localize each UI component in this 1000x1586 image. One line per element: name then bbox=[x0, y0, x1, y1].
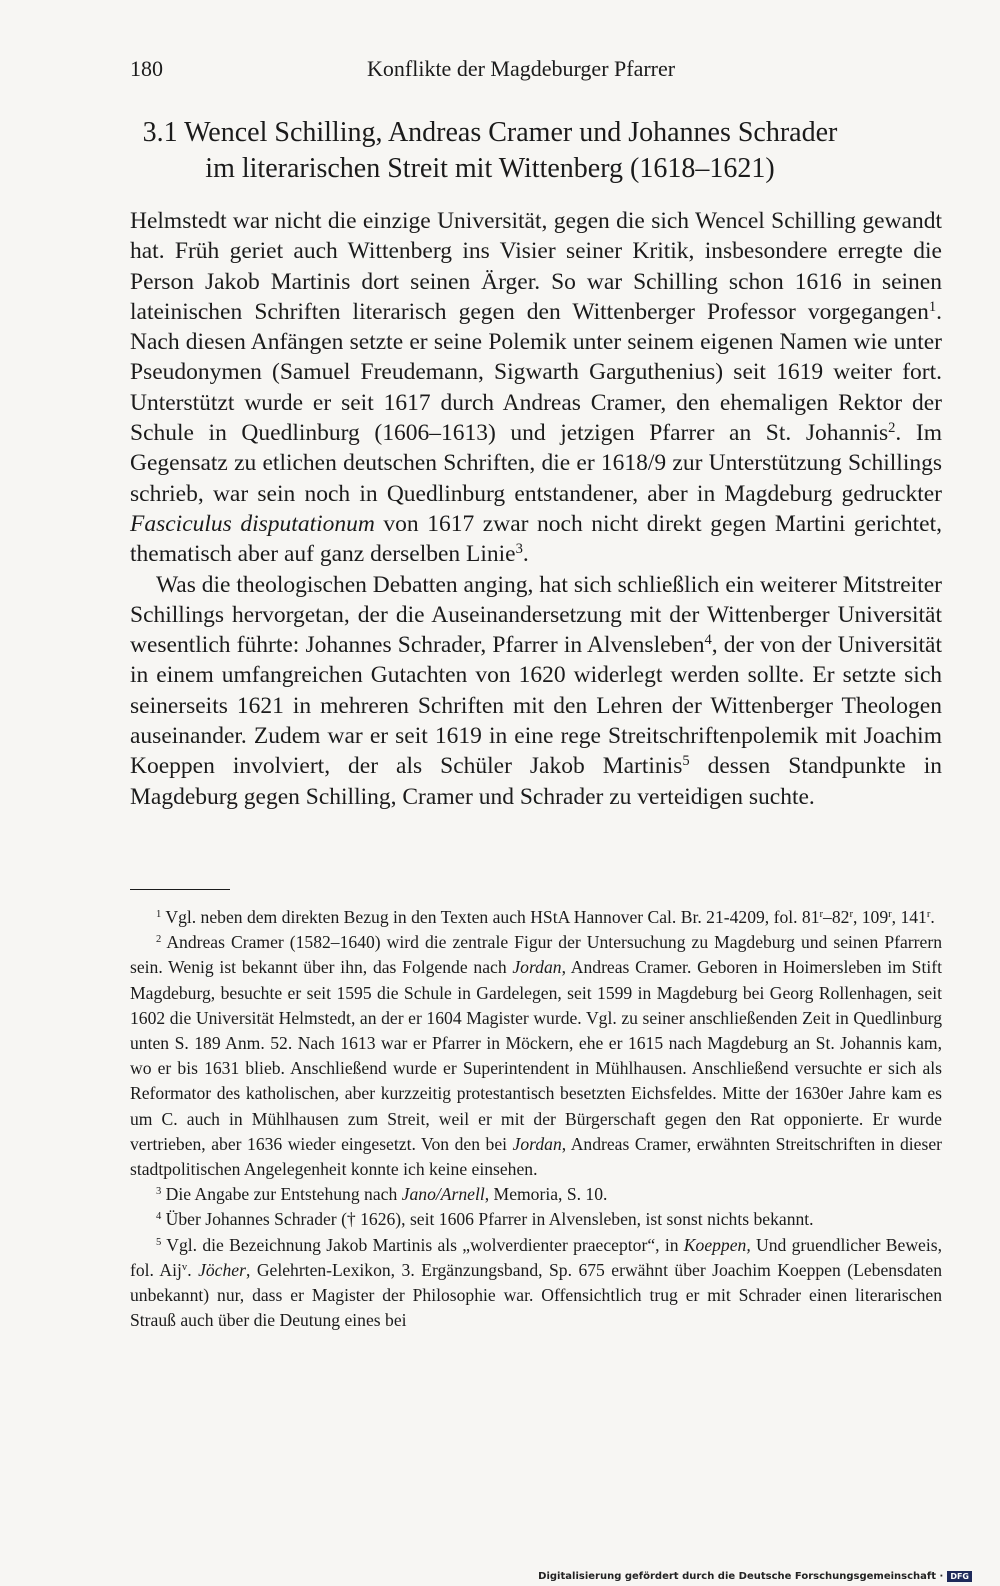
text-run: , 141 bbox=[891, 907, 927, 927]
recto-mark: r bbox=[926, 909, 931, 921]
italic-author: Jordan bbox=[512, 1133, 562, 1154]
running-head: Konflikte der Magdeburger Pfarrer bbox=[367, 56, 676, 81]
footnote-ref-5: 5 bbox=[682, 753, 690, 770]
recto-mark: r bbox=[819, 909, 824, 921]
chapter-heading-line-2: im literarischen Streit mit Wittenberg (1618–1621) bbox=[205, 153, 775, 184]
text-run: , Memoria, S. 10. bbox=[484, 1184, 608, 1205]
text-run: . Nach diesen Anfängen setzte er seine Polemik unter seinem eigenen Namen wie unter Pseudonymen (Samuel Freudemann, Sigwarth Garguthenius) seit 1619 weiter fort. Unterstützt wurde er seit 1617 durch Andreas Cramer, den ehemaligen Rektor der Schule in Quedlinburg (1606–1613) und jetzigen Pfarrer an St. Johannis bbox=[130, 298, 942, 447]
footnote-ref-3: 3 bbox=[515, 541, 523, 558]
text-run: Vgl. neben dem direkten Bezug in den Texten auch HStA Hannover Cal. Br. 21-4209, fol. 81 bbox=[161, 907, 820, 927]
footnote-3 bbox=[130, 1182, 942, 1207]
italic-author: Koeppen, bbox=[683, 1234, 751, 1255]
text-run: –82 bbox=[823, 907, 850, 927]
chapter-heading bbox=[140, 115, 840, 187]
text-run: , Andreas Cramer, erwähnten Streitschriften in dieser stadtpolitischen Angelegenheit konnte ich keine einsehen. bbox=[130, 1133, 942, 1180]
italic-title: Fasciculus disputationum bbox=[130, 510, 375, 537]
footnote-ref-2: 2 bbox=[888, 420, 896, 437]
dfg-logo: DFG bbox=[947, 1571, 972, 1582]
footnote-ref-1: 1 bbox=[928, 298, 937, 315]
footnote-number: 1 bbox=[156, 909, 162, 921]
page-number: 180 bbox=[130, 56, 163, 81]
text-run: Andreas Cramer (1582–1640) wird die zentrale Figur der Untersuchung zu Magdeburg und seinen Pfarrern sein. Wenig ist bekannt über ihn, das Folgende nach bbox=[130, 932, 942, 978]
text-run: . bbox=[522, 541, 529, 568]
text-run: , 109 bbox=[852, 907, 889, 927]
footnote-number: 5 bbox=[156, 1236, 162, 1248]
text-run: dessen Standpunkte in Magdeburg gegen Schilling, Cramer und Schrader zu verteidigen suchte. bbox=[130, 753, 942, 810]
italic-author: Jano/Arnell bbox=[401, 1184, 485, 1205]
text-run: von 1617 zwar noch nicht direkt gegen Martini gerichtet, thematisch aber auf ganz derselben Linie bbox=[130, 510, 942, 568]
footnote-1 bbox=[130, 905, 942, 930]
text-run: . bbox=[930, 907, 935, 927]
footnote-2 bbox=[130, 930, 942, 1182]
italic-author: Jordan bbox=[512, 957, 562, 978]
footnote-number: 2 bbox=[156, 934, 162, 946]
footnote-5 bbox=[130, 1233, 942, 1334]
text-run: . Im Gegensatz zu etlichen deutschen Schriften, die er 1618/9 zur Unterstützung Schillings schrieb, war sein noch in Quedlinburg entstandener, aber in Magdeburg gedruckter bbox=[130, 420, 942, 507]
text-run: Über Johannes Schrader († 1626), seit 1606 Pfarrer in Alvensleben, ist sonst nichts bekannt. bbox=[161, 1209, 814, 1230]
verso-mark: v bbox=[181, 1262, 188, 1274]
footnote-ref-4: 4 bbox=[704, 632, 712, 649]
text-run: Und gruendlicher Beweis, fol. Aij bbox=[130, 1234, 943, 1280]
credit-text: Digitalisierung gefördert durch die Deutsche Forschungsgemeinschaft · bbox=[538, 1571, 944, 1582]
text-run: Was die theologischen Debatten anging, hat sich schließlich ein weiterer Mitstreiter Schillings hervorgetan, der die Auseinandersetzung mit der Wittenberger Universität wesentlich führte: Johannes Schrader, Pfarrer in Alvensleben bbox=[130, 571, 942, 659]
text-run: , Andreas Cramer. Geboren in Hoimersleben im Stift Magdeburg, besuchte er seit 1595 die Schule in Gardelegen, seit 1599 in Magdeburg bei Georg Rollenhagen, seit 1602 die Universität Helmstedt, an der er 1604 Magister wurde. Vgl. zu seiner anschließenden Zeit in Quedlinburg unten S. 189 Anm. 52. Nach 1613 war er Pfarrer in Möckern, ehe er 1615 nach Magdeburg an St. Johannis kam, wo er bis 1631 blieb. Anschließend wurde er Superintendent in Mühlhausen. Anschließend versuchte er sich als Reformator des katholischen, aber kurzzeitig protestantisch besetzten Eichsfeldes. Mitte der 1630er Jahre kam es um C. auch in Mühlhausen zum Streit, weil er mit der Bürgerschaft gegen den Rat opponierte. Er wurde vertrieben, aber 1636 wieder eingesetzt. Von den bei bbox=[130, 957, 942, 1154]
footnote-number: 4 bbox=[156, 1211, 162, 1223]
recto-mark: r bbox=[849, 909, 853, 921]
paragraph-2 bbox=[130, 570, 942, 812]
paragraph-1 bbox=[130, 206, 942, 570]
italic-author: Jöcher bbox=[198, 1259, 246, 1280]
text-run: Vgl. die Bezeichnung Jakob Martinis als „wolverdienter praeceptor“, in bbox=[161, 1234, 684, 1255]
body-text bbox=[130, 206, 942, 812]
recto-mark: r bbox=[888, 909, 892, 921]
footnote-4 bbox=[130, 1207, 942, 1232]
text-run: . bbox=[187, 1259, 199, 1280]
text-run: , Gelehrten-Lexikon, 3. Ergänzungsband, Sp. 675 erwähnt über Joachim Koeppen (Lebensdaten unbekannt) nur, dass er Magister der Philosophie war. Offensichtlich trug er mit Schrader einen literarischen Strauß auch über die Deutung eines bei bbox=[130, 1259, 942, 1331]
text-run: Die Angabe zur Entstehung nach bbox=[161, 1184, 402, 1205]
footnotes bbox=[130, 905, 942, 1333]
text-run: , der von der Universität in einem umfangreichen Gutachten von 1620 widerlegt werden sollte. Er setzte sich seinerseits 1621 in mehreren Schriften mit den Lehren der Wittenberger Theologen auseinander. Zudem war er seit 1619 in eine rege Streitschriftenpolemik mit Joachim Koeppen involviert, der als Schüler Jakob Martinis bbox=[130, 632, 942, 780]
text-run: Helmstedt war nicht die einzige Universität, gegen die sich Wencel Schilling gewandt hat. Früh geriet auch Wittenberg ins Visier seiner Kritik, insbesondere erregte die Person Jakob Martinis dort seinen Ärger. So war Schilling schon 1616 in seinen lateinischen Schriften literarisch gegen den Wittenberger Professor vorgegangen bbox=[130, 208, 942, 325]
footnote-number: 3 bbox=[156, 1186, 162, 1198]
chapter-heading-line-1: 3.1 Wencel Schilling, Andreas Cramer und Johannes Schrader bbox=[142, 117, 838, 148]
footnote-separator bbox=[130, 889, 230, 890]
digitization-credit bbox=[538, 1571, 972, 1582]
